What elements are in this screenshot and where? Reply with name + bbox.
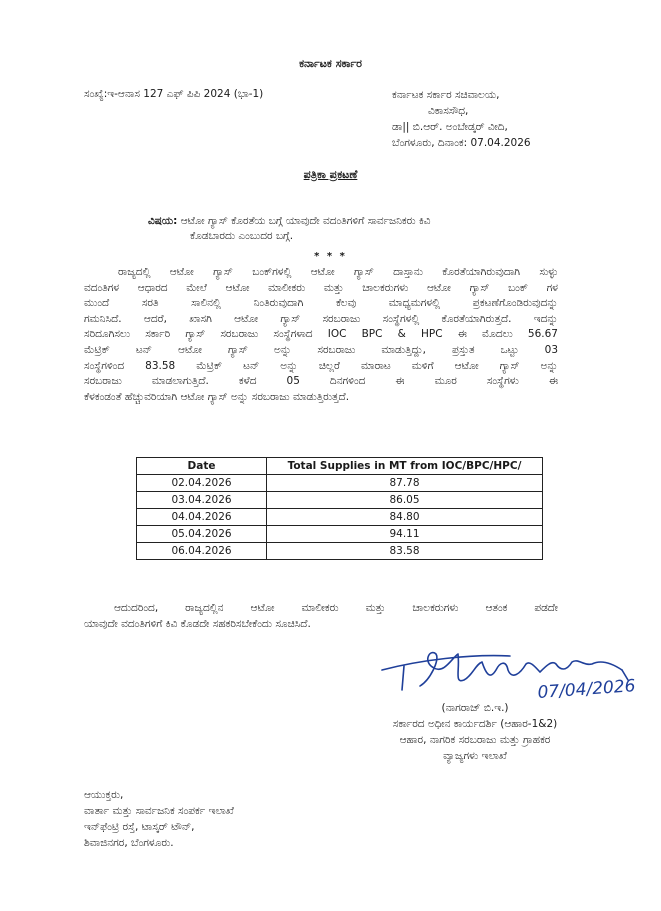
paragraph-line: ಸರಬರಾಜು ಮಾಡಲಾಗುತ್ತಿದೆ. ಕಳೆದ 05 ದಿನಗಳಿಂದ ಈ ಮೂರ ಸಂಸ್ಥೆಗಳು ಈ [84,375,558,388]
column-header-total-supplies: Total Supplies in MT from IOC/BPC/HPC/ [267,458,543,475]
supply-table [136,457,543,560]
signatory-designation: ಸರ್ಕಾರದ ಅಧೀನ ಕಾರ್ಯದರ್ಶಿ (ಆಹಾರ-1&2) [392,718,558,730]
table-cell-date: 03.04.2026 [137,492,267,509]
table-row [137,543,543,560]
column-header-date: Date [137,458,267,475]
recipient-line: ಇನ್‌ಫೆಂಟ್ರಿ ರಸ್ತೆ, ಟಾಸ್ಕರ್ ಟೌನ್, [84,821,195,833]
table-cell-supply: 94.11 [267,526,543,543]
address-line: ಕರ್ನಾಟಕ ಸರ್ಕಾರ ಸಚಿವಾಲಯ, [392,89,500,101]
table-cell-date: 05.04.2026 [137,526,267,543]
subject-block [148,214,618,244]
table-row [137,526,543,543]
office-address [392,87,531,151]
signatory-name: (ನಾಗರಾಜ್ ಬಿ.ಇ.) [441,702,509,714]
paragraph-line: ಸಂಸ್ಥೆಗಳಿಂದ 83.58 ಮೆಟ್ರಿಕ್ ಟನ್ ಅನ್ನು ಚಿಲ್ಲರೆ ಮಾರಾಟ ಮಳಿಗೆ ಆಟೋ ಗ್ಯಾಸ್ ಅನ್ನು [84,359,558,372]
recipient-address [84,787,234,851]
subject-text-line2: ಕೊಡಬಾರದು ಎಂಬುದರ ಬಗ್ಗೆ. [190,230,294,242]
address-line: ಡಾ|| ಬಿ.ಆರ್. ಅಂಬೇಡ್ಕರ್ ವೀದಿ, [392,121,508,133]
handwritten-date: 07/04/2026 [536,676,637,703]
recipient-line: ಶಿವಾಜಿನಗರ, ಬೆಂಗಳೂರು. [84,837,174,849]
table-row [137,492,543,509]
table-cell-date: 06.04.2026 [137,543,267,560]
government-heading: ಕರ್ನಾಟಕ ಸರ್ಕಾರ [299,57,362,70]
signatory-department: ವ್ಯಾಜ್ಯಗಳು ಇಲಾಖೆ [443,750,507,762]
table-cell-supply: 86.05 [267,492,543,509]
table-header-row [137,458,543,475]
closing-line: ಆದುದರಿಂದ, ರಾಜ್ಯದಲ್ಲಿನ ಆಟೋ ಮಾಲೀಕರು ಮತ್ತು ಚಾಲಕರುಗಳು ಆತಂಕ ಪಡದೇ [114,602,558,614]
reference-number: ಸಂಖ್ಯೆ:ಇ-ಆನಾಸ 127 ಎಫ್ ಪಿಪಿ 2024 (ಭಾ-1) [84,88,264,100]
signatory-block [345,700,605,764]
signatory-department: ಆಹಾರ, ನಾಗರಿಕ ಸರಬರಾಜು ಮತ್ತು ಗ್ರಾಹಕರ [399,734,551,746]
body-paragraph [84,265,558,405]
closing-line: ಯಾವುದೇ ವದಂತಿಗಳಿಗೆ ಕಿವಿ ಕೊಡದೇ ಸಹಕರಿಸಬೇಕೆಂದು ಸೂಚಿಸಿದೆ. [84,618,311,630]
table-cell-date: 04.04.2026 [137,509,267,526]
subject-label: ವಿಷಯ: [148,215,178,227]
table-cell-date: 02.04.2026 [137,475,267,492]
closing-paragraph [84,600,558,632]
paragraph-line: ಮುಂದೆ ಸರತಿ ಸಾಲಿನಲ್ಲಿ ನಿಂತಿರುವುದಾಗಿ ಕೆಲವು ಮಾಧ್ಯಮಗಳಲ್ಲಿ ಪ್ರಕಟಣೆಗೊಂಡಿರುವುದನ್ನು [84,297,558,310]
table-cell-supply: 84.80 [267,509,543,526]
table-cell-supply: 83.58 [267,543,543,560]
paragraph-line: ಗಮನಿಸಿದೆ. ಆದರೆ, ಖಾಸಗಿ ಆಟೋ ಗ್ಯಾಸ್ ಸರಬರಾಜು ಸಂಸ್ಥೆಗಳಲ್ಲಿ ಕೊರತೆಯಾಗಿರುತ್ತದೆ. ಇದನ್ನು [84,312,558,325]
recipient-line: ವಾರ್ತಾ ಮತ್ತು ಸಾರ್ವಜನಿಕ ಸಂಪರ್ಕ ಇಲಾಖೆ [84,805,234,817]
paragraph-line: ವದಂತಿಗಳ ಆಧಾರದ ಮೇಲೆ ಆಟೋ ಮಾಲೀಕರು ಮತ್ತು ಚಾಲಕರುಗಳು ಆಟೋ ಗ್ಯಾಸ್ ಬಂಕ್ ಗಳ [84,281,558,294]
address-date-line: ಬೆಂಗಳೂರು, ದಿನಾಂಕ: 07.04.2026 [392,137,531,149]
subject-text-line1: ಆಟೋ ಗ್ಯಾಸ್ ಕೊರತೆಯ ಬಗ್ಗೆ ಯಾವುದೇ ವದಂತಿಗಳಿಗೆ ಸಾರ್ವಜನಿಕರು ಕಿವಿ [180,215,431,227]
press-note-title: ಪತ್ರಿಕಾ ಪ್ರಕಟಣೆ [303,168,358,181]
table-row [137,509,543,526]
recipient-line: ಆಯುಕ್ತರು, [84,789,124,801]
paragraph-line: ಸರಿದೂಗಿಸಲು ಸರ್ಕಾರಿ ಗ್ಯಾಸ್ ಸರಬರಾಜು ಸಂಸ್ಥೆಗಳಾದ IOC BPC & HPC ಈ ಮೊದಲು 56.67 [84,328,558,341]
paragraph-line: ಕೆಳಕಂಡಂತೆ ಹೆಚ್ಚುವರಿಯಾಗಿ ಆಟೋ ಗ್ಯಾಸ್ ಅನ್ನು ಸರಬರಾಜು ಮಾಡುತ್ತಿರುತ್ತದೆ. [84,390,350,403]
address-line: ವಿಕಾಸಸೌಧ, [428,105,469,117]
paragraph-line: ರಾಜ್ಯದಲ್ಲಿ ಆಟೋ ಗ್ಯಾಸ್ ಬಂಕ್‌ಗಳಲ್ಲಿ ಆಟೋ ಗ್ಯಾಸ್ ದಾಸ್ತಾನು ಕೊರತೆಯಾಗಿರುವುದಾಗಿ ಸುಳ್ಳು [118,266,558,278]
separator-stars: * * * [314,251,347,262]
paragraph-line: ಮೆಟ್ರಿಕ್ ಟನ್ ಆಟೋ ಗ್ಯಾಸ್ ಅನ್ನು ಸರಬರಾಜು ಮಾಡುತ್ತಿದ್ದು, ಪ್ರಸ್ತುತ ಒಟ್ಟು 03 [84,343,558,356]
table-row [137,475,543,492]
table-cell-supply: 87.78 [267,475,543,492]
